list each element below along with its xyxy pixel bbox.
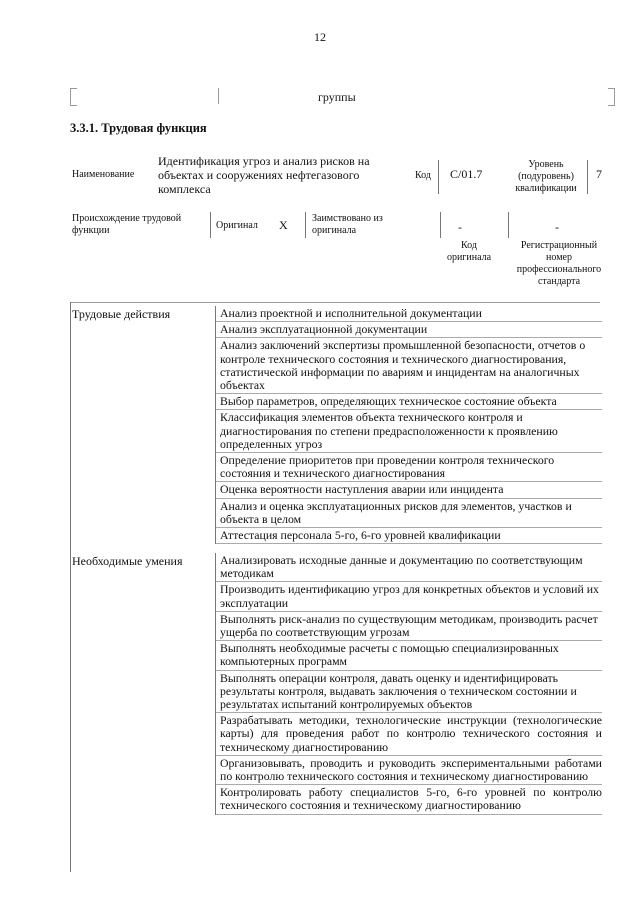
group-row [70, 86, 615, 106]
divider [587, 160, 588, 194]
labor-actions-label: Трудовые действия [72, 307, 171, 321]
skill-item: Производить идентификацию угроз для конкретных объектов и условий их эксплуатации [216, 582, 602, 611]
code-value: C/01.7 [450, 167, 483, 181]
skill-item: Разрабатывать методики, технологические инструкции (технологические карты) для проведения работ по контролю технического состояния и техническому диагностированию [216, 713, 602, 756]
required-skills-list [215, 553, 602, 815]
reg-number-label: Регистрационный номер профессионального стандарта [516, 240, 602, 287]
labor-action-item: Анализ проектной и исполнительной документации [216, 306, 602, 322]
skill-item: Контролировать работу специалистов 5-го, 6-го уровней по контролю технического состояния и техническому диагностированию [216, 785, 602, 814]
borrowed-label: Заимствовано из оригинала [312, 213, 383, 236]
code-original-value: - [458, 220, 462, 234]
labor-action-item: Анализ эксплуатационной документации [216, 322, 602, 338]
function-name: Идентификация угроз и анализ рисков на объектах и сооружениях нефтегазового комплекса [158, 154, 370, 196]
divider [508, 212, 509, 238]
labor-action-item: Анализ заключений экспертизы промышленной безопасности, отчетов о контроле технического состояния и технического диагностирования, статистической информации по авариям и инцидентам на аналогичных объектах [216, 338, 602, 394]
row-divider [70, 302, 600, 303]
origin-row-label: Происхождение трудовой функции [72, 213, 182, 236]
code-original-label: Код оригинала [446, 240, 492, 263]
table-left-border [70, 302, 71, 872]
labor-action-item: Определение приоритетов при проведении контроля технического состояния и технического диагностирования [216, 453, 602, 482]
skill-item: Организовывать, проводить и руководить экспериментальными работами по контролю технического состояния и техническому диагностированию [216, 756, 602, 785]
skill-item: Анализировать исходные данные и документацию по соответствующим методикам [216, 553, 602, 582]
labor-action-item: Выбор параметров, определяющих техническое состояние объекта [216, 394, 602, 410]
original-mark: X [279, 218, 288, 232]
group-row-text: группы [318, 90, 356, 104]
level-value: 7 [596, 167, 602, 181]
level-label: Уровень (подуровень) квалификации [515, 159, 577, 194]
required-skills-label: Необходимые умения [72, 554, 183, 568]
name-label: Наименование [72, 169, 135, 180]
skill-item: Выполнять риск-анализ по существующим методикам, производить расчет ущерба по соответствующим угрозам [216, 612, 602, 641]
labor-action-item: Оценка вероятности наступления аварии или инцидента [216, 482, 602, 498]
original-label: Оригинал [216, 220, 258, 231]
reg-number-value: - [555, 220, 559, 234]
divider [305, 212, 306, 238]
labor-actions-list [215, 306, 602, 544]
divider [440, 212, 441, 238]
labor-action-item: Анализ и оценка эксплуатационных рисков для элементов, участков и объекта в целом [216, 499, 602, 528]
labor-action-item: Аттестация персонала 5-го, 6-го уровней квалификации [216, 528, 602, 544]
page-number: 12 [314, 30, 326, 44]
divider [438, 160, 439, 194]
labor-action-item: Классификация элементов объекта технического контроля и диагностирования по степени предрасположенности к проявлению определенных угроз [216, 410, 602, 453]
divider [210, 212, 211, 238]
skill-item: Выполнять операции контроля, давать оценку и идентифицировать результаты контроля, выдавать заключения о техническом состоянии и результатах испытаний контролируемых объектов [216, 671, 602, 714]
skill-item: Выполнять необходимые расчеты с помощью специализированных компьютерных программ [216, 641, 602, 670]
code-label: Код [415, 170, 431, 181]
section-title: 3.3.1. Трудовая функция [70, 121, 207, 135]
